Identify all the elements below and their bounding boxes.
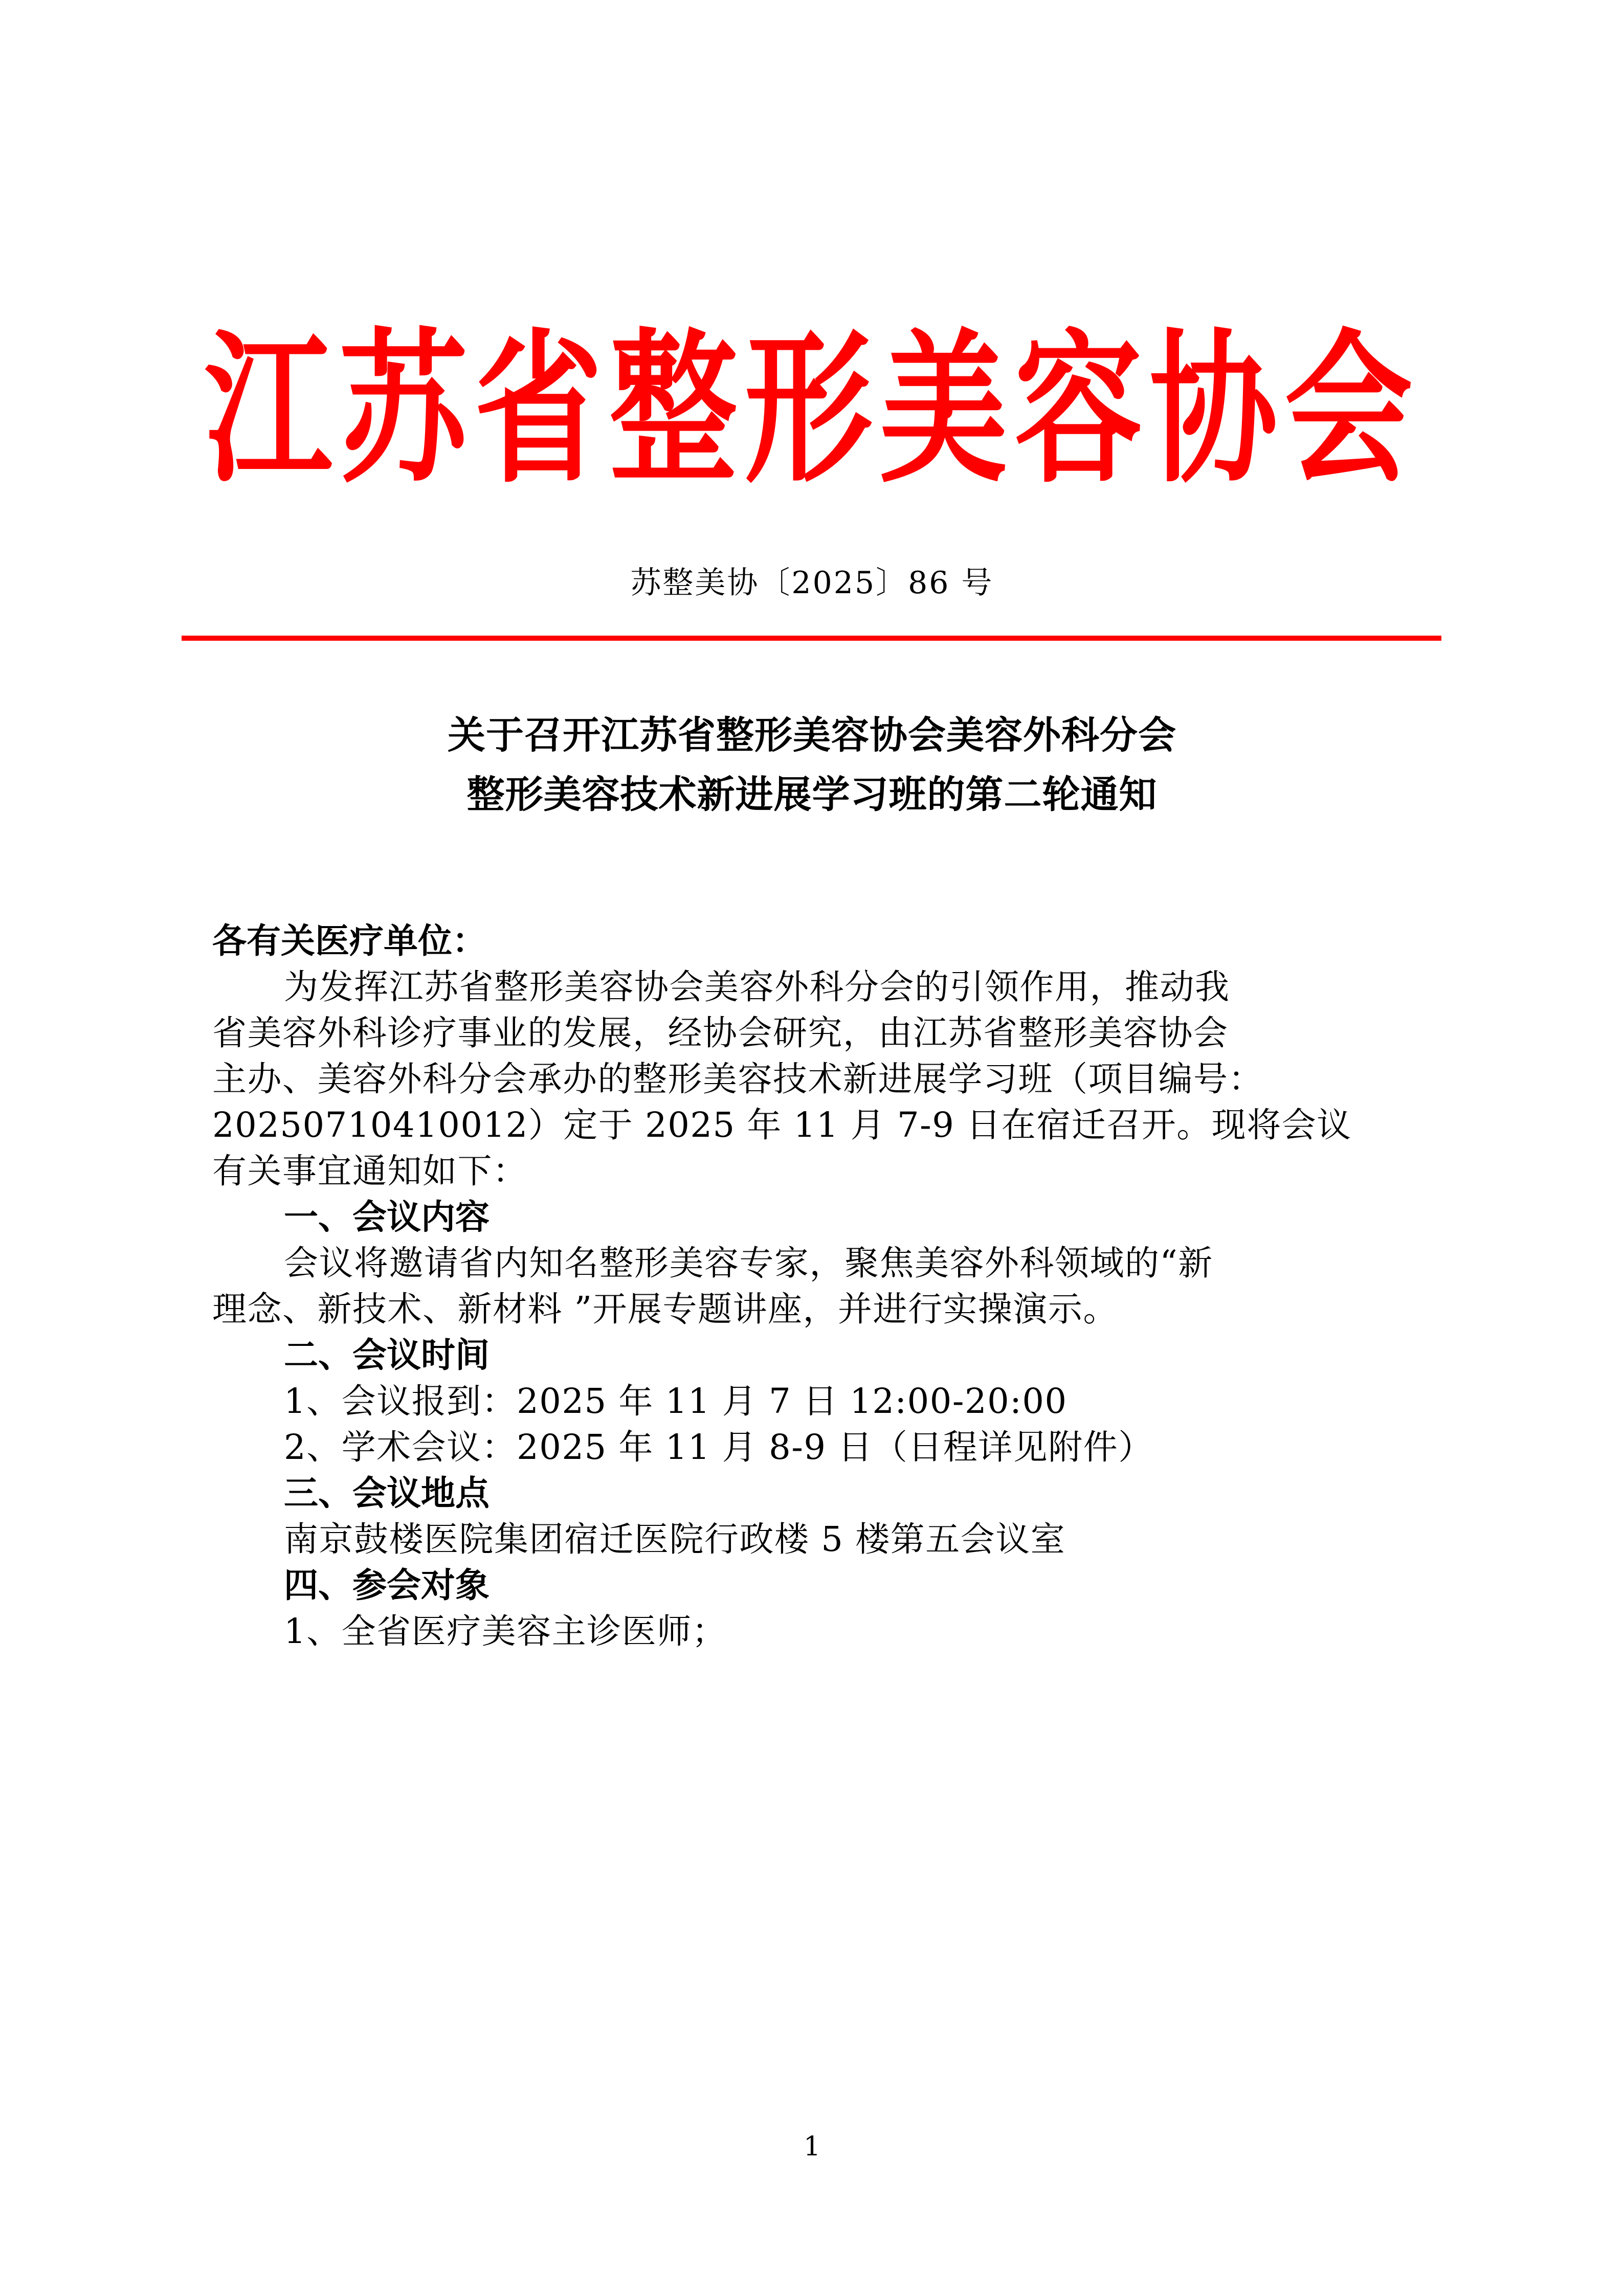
intro-line-5: 有关事宜通知如下：	[212, 1151, 528, 1191]
page-number	[0, 2131, 1624, 2162]
intro-line-2: 省美容外科诊疗事业的发展，经协会研究，由江苏省整形美容协会	[212, 1013, 1229, 1053]
section-heading-2: 二、会议时间	[284, 1335, 490, 1375]
title-line-1: 关于召开江苏省整形美容协会美容外科分会	[448, 713, 1176, 757]
document-body	[212, 918, 1435, 1654]
document-number-text: 苏整美协〔2025〕86 号	[630, 565, 994, 601]
red-separator-rule	[182, 636, 1441, 641]
title-line-2: 整形美容技术新进展学习班的第二轮通知	[466, 773, 1158, 817]
intro-line-1: 为发挥江苏省整形美容协会美容外科分会的引领作用，推动我	[284, 967, 1230, 1007]
organization-name: 江苏省整形美容协会	[204, 312, 1420, 505]
section-1-line-2: 理念、新技术、新材料 ”开展专题讲座，并进行实操演示。	[212, 1289, 1119, 1329]
page-number-text: 1	[803, 2131, 821, 2162]
section-2-line-2: 2、学术会议：2025 年 11 月 8-9 日（日程详见附件）	[284, 1427, 1153, 1467]
document-number	[0, 558, 1624, 602]
salutation: 各有关医疗单位：	[212, 921, 486, 961]
section-1-line-1: 会议将邀请省内知名整形美容专家，聚焦美容外科领域的“新	[284, 1243, 1213, 1283]
section-heading-4: 四、参会对象	[284, 1565, 490, 1605]
page-title	[0, 706, 1624, 824]
section-heading-3: 三、会议地点	[284, 1473, 490, 1513]
section-4-line-1: 1、全省医疗美容主诊医师；	[284, 1611, 727, 1651]
masthead	[0, 312, 1624, 505]
section-heading-1: 一、会议内容	[284, 1197, 490, 1237]
section-2-line-1: 1、会议报到：2025 年 11 月 7 日 12:00-20:00	[284, 1381, 1067, 1421]
section-3-line-1: 南京鼓楼医院集团宿迁医院行政楼 5 楼第五会议室	[284, 1519, 1066, 1559]
intro-line-4: 20250710410012）定于 2025 年 11 月 7-9 日在宿迁召开。现将会议	[212, 1105, 1352, 1145]
intro-line-3: 主办、美容外科分会承办的整形美容技术新进展学习班（项目编号：	[212, 1059, 1263, 1099]
